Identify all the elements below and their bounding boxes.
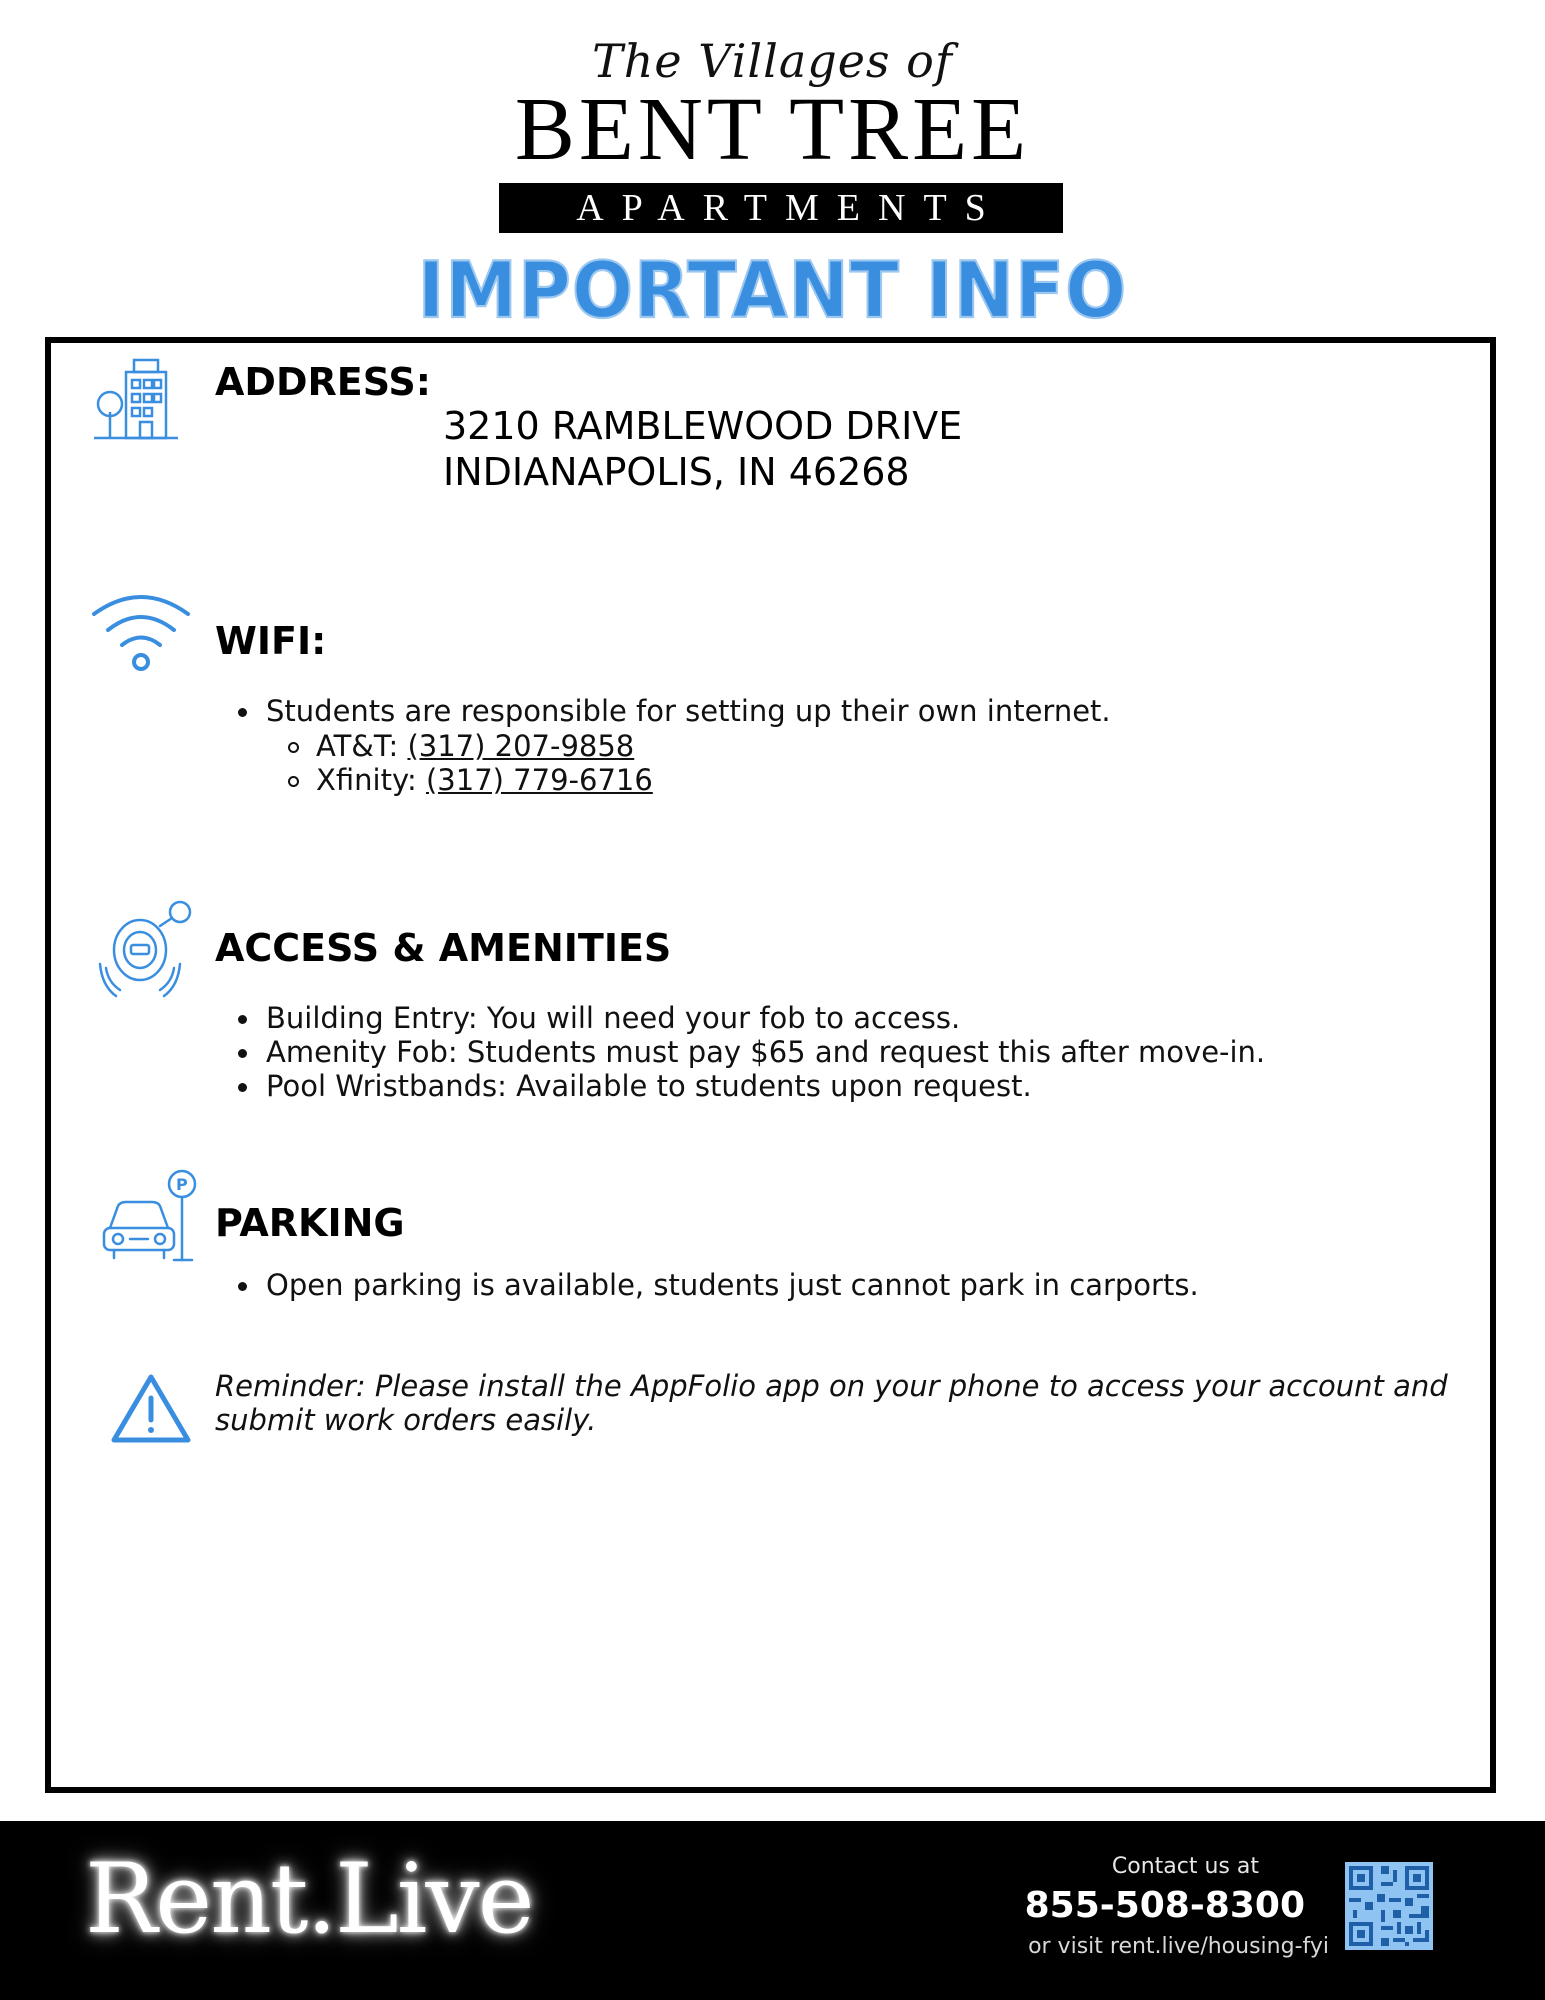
key-fob-icon xyxy=(98,898,194,998)
wifi-heading: WIFI: xyxy=(215,619,327,663)
reminder-text: Reminder: Please install the AppFolio app on your phone to access your account and submit work orders easily. xyxy=(215,1369,1448,1437)
logo-script-title: The Villages of xyxy=(592,34,953,88)
list-item: Students are responsible for setting up their own internet. xyxy=(238,694,1111,728)
access-list xyxy=(238,1001,1265,1103)
contact-visit-link[interactable]: or visit rent.live/housing-fyi xyxy=(1028,1934,1329,1959)
contact-label: Contact us at xyxy=(1111,1854,1259,1879)
list-item: Building Entry: You will need your fob to access. xyxy=(238,1001,1265,1035)
warning-icon xyxy=(110,1372,192,1444)
address-lines xyxy=(443,403,962,495)
parking-list xyxy=(238,1268,1199,1302)
list-item: Open parking is available, students just cannot park in carports. xyxy=(238,1268,1199,1302)
svg-text:P: P xyxy=(176,1175,188,1194)
important-info-banner: IMPORTANT INFO xyxy=(417,244,1128,336)
address-heading: ADDRESS: xyxy=(215,360,431,404)
contact-phone[interactable]: 855-508-8300 xyxy=(1024,1885,1305,1926)
wifi-provider-list xyxy=(238,729,653,797)
car-parking-icon xyxy=(100,1168,202,1264)
qr-code-icon xyxy=(1345,1862,1433,1950)
xfinity-phone-link[interactable]: (317) 779-6716 xyxy=(425,763,653,797)
wifi-list xyxy=(238,694,1111,728)
address-line-1: 3210 RAMBLEWOOD DRIVE xyxy=(443,404,963,448)
list-item: Pool Wristbands: Available to students upon request. xyxy=(238,1069,1265,1103)
provider-att xyxy=(288,729,653,763)
list-item: Amenity Fob: Students must pay $65 and request this after move-in. xyxy=(238,1035,1265,1069)
provider-xfinity xyxy=(288,763,653,797)
building-icon xyxy=(90,352,182,444)
rent-live-logo: Rent.Live xyxy=(85,1843,533,1955)
footer xyxy=(0,1821,1545,2000)
wifi-icon xyxy=(90,590,192,672)
access-heading: ACCESS & AMENITIES xyxy=(215,926,672,970)
logo-subtitle-bar: APARTMENTS xyxy=(499,183,1063,233)
att-phone-link[interactable]: (317) 207-9858 xyxy=(407,729,635,763)
logo-main-title: BENT TREE xyxy=(514,80,1031,179)
provider-label: AT&T: xyxy=(316,729,408,763)
provider-label: Xfinity: xyxy=(316,763,426,797)
parking-heading: PARKING xyxy=(215,1201,405,1245)
address-line-2: INDIANAPOLIS, IN 46268 xyxy=(443,450,910,494)
